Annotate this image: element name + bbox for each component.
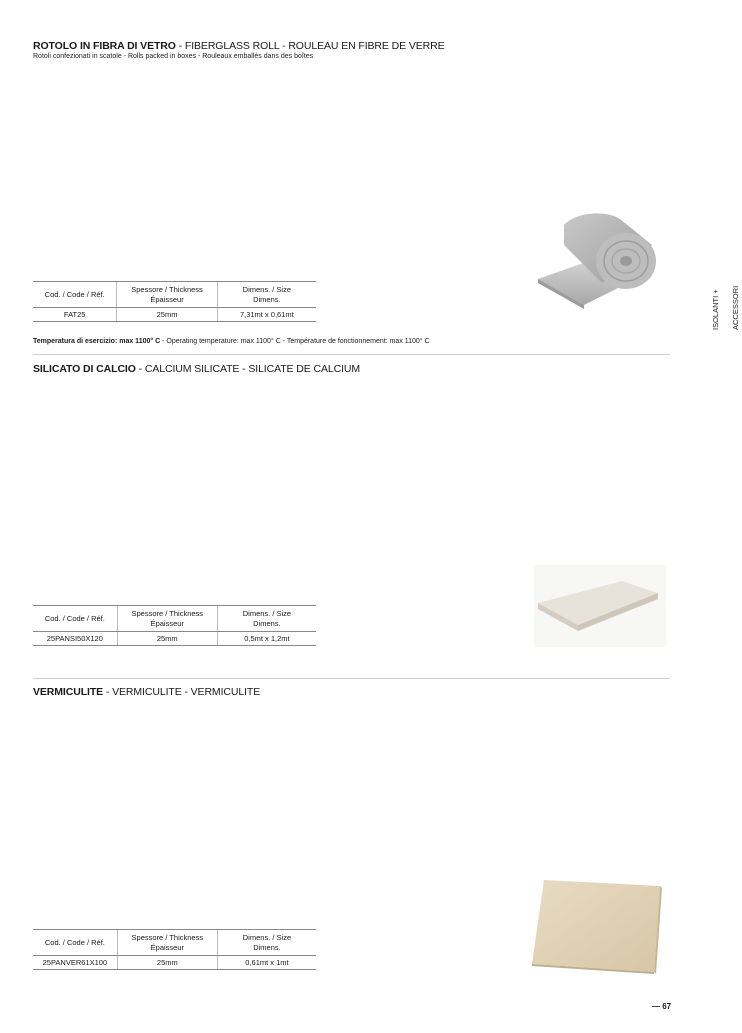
header-code: Cod. / Code / Réf. [33, 606, 117, 632]
page-number: — 67 [652, 1002, 672, 1011]
section-title-bold: SILICATO DI CALCIO [33, 363, 136, 375]
cell-size: 0,61mt x 1mt [217, 956, 316, 970]
spec-table-vermiculite [33, 929, 316, 970]
cell-thickness: 25mm [117, 308, 217, 322]
cell-thickness: 25mm [117, 632, 217, 646]
table-row [33, 632, 316, 646]
section-title-vermiculite [33, 686, 260, 698]
section-title-rest: - FIBERGLASS ROLL - ROULEAU EN FIBRE DE VERRE [175, 40, 445, 52]
section-title-rest: - VERMICULITE - VERMICULITE [103, 686, 261, 698]
cell-thickness: 25mm [117, 956, 217, 970]
header-code: Cod. / Code / Réf. [33, 282, 117, 308]
side-category-label [711, 274, 741, 330]
header-size: Dimens. / Size Dimens. [217, 930, 316, 956]
cell-code: FAT25 [33, 308, 117, 322]
operating-temperature-note [33, 338, 430, 345]
section-subtitle: Rotoli confezionati in scatole - Rolls packed in boxes - Rouleaux emballés dans des boîtes [33, 53, 314, 60]
header-size: Dimens. / Size Dimens. [217, 282, 316, 308]
table-row [33, 956, 316, 970]
cell-code: 25PANVER61X100 [33, 956, 117, 970]
section-title-fiberglass [33, 40, 445, 52]
header-code: Cod. / Code / Réf. [33, 930, 117, 956]
header-thickness: Spessore / Thickness Épaisseur [117, 930, 217, 956]
vermiculite-panel-image [528, 876, 662, 974]
section-title-bold: ROTOLO IN FIBRA DI VETRO [33, 40, 176, 52]
side-category-line2: ACCESSORI [731, 285, 740, 330]
section-divider [33, 678, 670, 679]
section-title-calcium-silicate [33, 363, 360, 375]
section-title-rest: - CALCIUM SILICATE - SILICATE DE CALCIUM [135, 363, 361, 375]
fiberglass-roll-image [534, 205, 666, 320]
cell-code: 25PANSI50X120 [33, 632, 117, 646]
calcium-silicate-panel-image [534, 565, 666, 647]
cell-size: 7,31mt x 0,61mt [217, 308, 316, 322]
side-category-line1: ISOLANTI + [711, 289, 720, 330]
note-rest: - Operating temperature: max 1100° C - Température de fonctionnement: max 1100° C [160, 338, 430, 345]
header-size: Dimens. / Size Dimens. [217, 606, 316, 632]
header-thickness: Spessore / Thickness Épaisseur [117, 282, 217, 308]
section-divider [33, 354, 670, 355]
header-thickness: Spessore / Thickness Épaisseur [117, 606, 217, 632]
section-title-bold: VERMICULITE [33, 686, 104, 698]
spec-table-calcium-silicate [33, 605, 316, 646]
side-category-tab [711, 274, 740, 330]
cell-size: 0,5mt x 1,2mt [217, 632, 316, 646]
spec-table-fiberglass [33, 281, 316, 322]
table-row [33, 308, 316, 322]
note-bold: Temperatura di esercizio: max 1100° C [33, 338, 161, 345]
